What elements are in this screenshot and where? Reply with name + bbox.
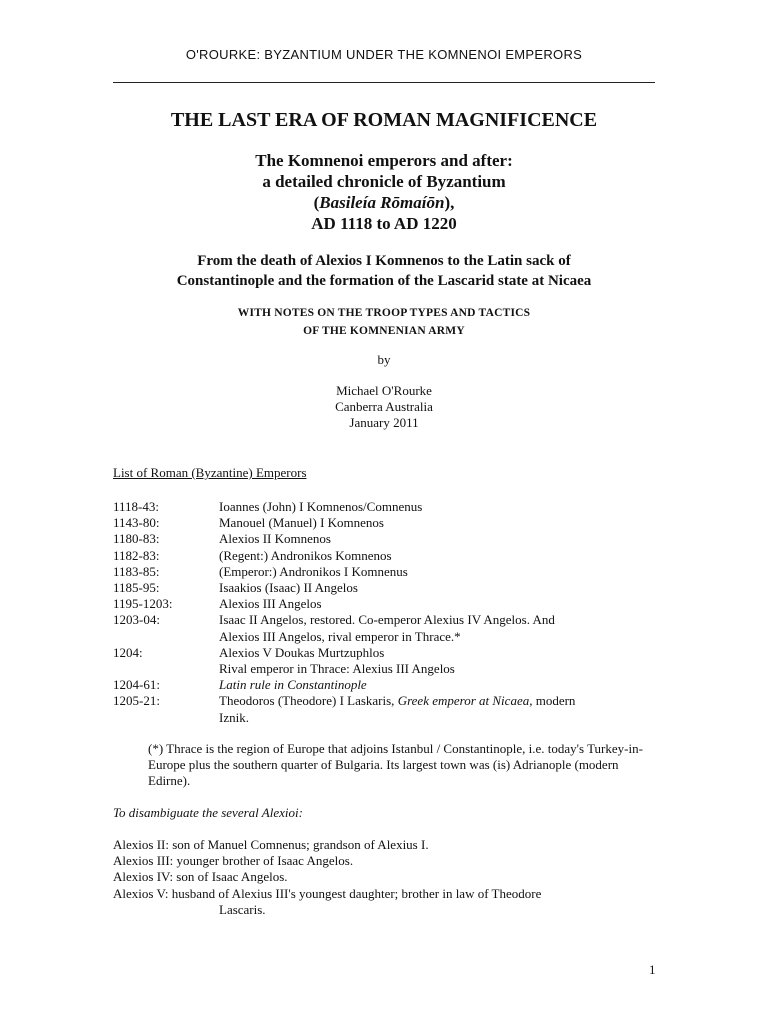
emperor-name <box>219 693 673 725</box>
list-item-continuation: Lascaris. <box>219 901 266 917</box>
byline-by: by <box>377 352 391 367</box>
notes-heading-line-1: WITH NOTES ON THE TROOP TYPES AND TACTICS <box>237 307 531 319</box>
emperor-years: 1195-1203: <box>113 596 173 612</box>
description <box>0 251 768 291</box>
emperor-name: Alexios III Angelos <box>219 596 322 612</box>
disambiguation-list <box>113 837 673 918</box>
subtitle <box>0 150 768 234</box>
byline <box>0 352 768 431</box>
emperor-row <box>113 564 673 580</box>
emperor-list <box>113 499 673 726</box>
emperor-years: 1204-61: <box>113 677 160 693</box>
emperor-years: 1180-83: <box>113 531 160 547</box>
subtitle-paren-close: ), <box>444 193 455 212</box>
emperor-name: Isaac II Angelos, restored. Co-emperor Alexius IV Angelos. And <box>219 612 555 628</box>
notes-heading-line-2: OF THE KOMNENIAN ARMY <box>303 325 465 337</box>
header-rule <box>113 82 655 83</box>
emperor-row <box>113 499 673 515</box>
main-title: THE LAST ERA OF ROMAN MAGNIFICENCE <box>170 109 598 131</box>
thrace-footnote: (*) Thrace is the region of Europe that adjoins Istanbul / Constantinople, i.e. today's Turkey-in-Europe plus the southern quarter of Bulgaria. Its largest town was (is) Adrianople (modern Edirne). <box>148 741 643 789</box>
laskaris-name-italic: Greek emperor at Nicaea <box>397 693 530 709</box>
emperor-name: Isaakios (Isaac) II Angelos <box>219 580 358 596</box>
emperor-name: Ioannes (John) I Komnenos/Comnenus <box>219 499 423 514</box>
laskaris-name-part2: , modern <box>529 693 576 709</box>
byline-date: January 2011 <box>349 415 419 430</box>
emperor-years <box>113 661 219 677</box>
description-line-1: From the death of Alexios I Komnenos to the Latin sack of <box>197 253 571 269</box>
subtitle-greek-name: Basileía Rōmaíōn <box>319 193 445 212</box>
emperor-years <box>113 629 219 645</box>
emperor-name <box>219 677 673 693</box>
running-header: O'ROURKE: BYZANTIUM UNDER THE KOMNENOI EMPERORS <box>185 47 583 62</box>
byline-author: Michael O'Rourke <box>336 383 432 398</box>
emperor-row-laskaris <box>113 693 673 725</box>
emperor-row <box>113 661 673 677</box>
emperor-years: 1183-85: <box>113 563 160 579</box>
list-item: Alexios V: husband of Alexius III's youngest daughter; brother in law of Theodore <box>113 885 542 901</box>
list-item: Alexios IV: son of Isaac Angelos. <box>113 869 288 885</box>
emperor-years: 1143-80: <box>113 515 160 531</box>
emperor-list-title: List of Roman (Byzantine) Emperors <box>113 465 307 480</box>
emperor-name: Alexios II Komnenos <box>219 531 331 547</box>
byline-place: Canberra Australia <box>335 399 433 414</box>
subtitle-line-1: The Komnenoi emperors and after: <box>255 151 513 170</box>
page-number: 1 <box>649 962 656 977</box>
emperor-name: Manouel (Manuel) I Komnenos <box>219 515 384 531</box>
emperor-years: 1205-21: <box>113 693 160 709</box>
emperor-row <box>113 580 673 596</box>
emperor-name: Rival emperor in Thrace: Alexius III Angelos <box>219 661 455 677</box>
emperor-row <box>113 596 673 612</box>
emperor-row-latin-rule <box>113 677 673 693</box>
description-line-2: Constantinople and the formation of the Lascarid state at Nicaea <box>176 273 592 289</box>
emperor-row <box>113 645 673 661</box>
emperor-name: Alexios III Angelos, rival emperor in Thrace.* <box>219 628 461 644</box>
emperor-row <box>113 548 673 564</box>
emperor-years: 1182-83: <box>113 547 160 563</box>
emperor-row <box>113 531 673 547</box>
subtitle-line-4: AD 1118 to AD 1220 <box>311 214 457 233</box>
subtitle-line-2: a detailed chronicle of Byzantium <box>262 172 506 191</box>
emperor-years: 1203-04: <box>113 612 160 628</box>
list-item: Alexios III: younger brother of Isaac Angelos. <box>113 853 354 869</box>
list-item: Alexios II: son of Manuel Comnenus; grandson of Alexius I. <box>113 837 429 852</box>
emperor-row <box>113 515 673 531</box>
emperor-years: 1118-43: <box>113 499 159 514</box>
emperor-row <box>113 612 673 628</box>
emperor-name: (Emperor:) Andronikos I Komnenus <box>219 563 408 579</box>
notes-heading <box>0 304 768 340</box>
subtitle-paren-open: ( <box>313 193 320 212</box>
laskaris-name-cont: Iznik. <box>219 709 249 725</box>
emperor-row <box>113 629 673 645</box>
emperor-years: 1185-95: <box>113 580 160 596</box>
laskaris-name-part1: Theodoros (Theodore) I Laskaris, <box>219 693 398 709</box>
latin-rule-text: Latin rule in Constantinople <box>219 677 367 693</box>
emperor-years: 1204: <box>113 644 143 660</box>
subtitle-line-3 <box>0 192 768 213</box>
emperor-name: (Regent:) Andronikos Komnenos <box>219 547 392 563</box>
disambiguation-title: To disambiguate the several Alexioi: <box>113 805 303 820</box>
emperor-name: Alexios V Doukas Murtzuphlos <box>219 644 385 660</box>
